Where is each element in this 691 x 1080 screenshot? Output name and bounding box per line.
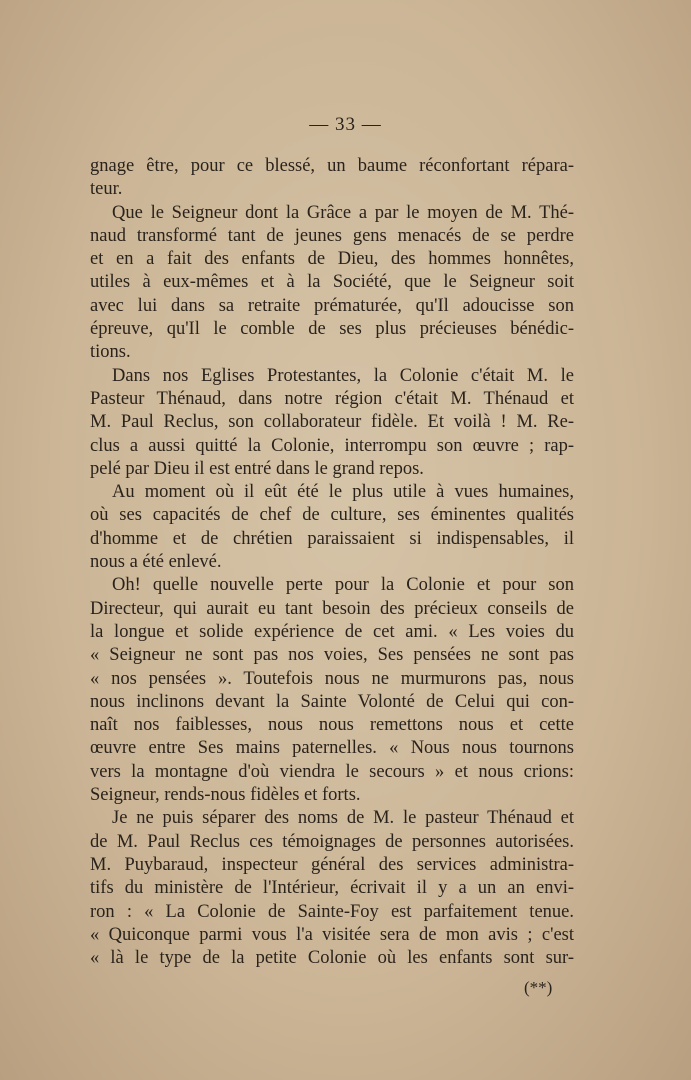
body-text [90,155,574,970]
text-line: nous a été enlevé. [90,552,222,573]
text-line: épreuve, qu'Il le comble de ses plus précieuses bénédic- [90,319,574,340]
text-line: utiles à eux-mêmes et à la Société, que le Seigneur soit [90,272,574,293]
text-line: nous inclinons devant la Sainte Volonté de Celui qui con- [90,691,574,712]
text-line: naît nos faiblesses, nous nous remettons nous et cette [90,715,574,736]
text-line: Oh! quelle nouvelle perte pour la Colonie et pour son [112,575,574,596]
text-line: « là le type de la petite Colonie où les enfants sont sur- [90,948,574,969]
text-line: Dans nos Eglises Protestantes, la Colonie c'était M. le [112,365,574,386]
text-line: Pasteur Thénaud, dans notre région c'était M. Thénaud et [90,388,574,409]
text-line: où ses capacités de chef de culture, ses éminentes qualités [90,505,574,526]
text-line: ron : « La Colonie de Sainte-Foy est parfaitement tenue. [90,901,574,922]
text-line: Seigneur, rends-nous fidèles et forts. [90,785,361,806]
text-line: avec lui dans sa retraite prématurée, qu'Il adoucisse son [90,295,574,316]
text-line: vers la montagne d'où viendra le secours » et nous crions: [90,761,574,782]
text-line: la longue et solide expérience de cet ami. « Les voies du [90,621,574,642]
text-line: teur. [90,179,123,200]
text-line: et en a fait des enfants de Dieu, des hommes honnêtes, [90,249,574,270]
text-line: Que le Seigneur dont la Grâce a par le moyen de M. Thé- [112,202,574,223]
text-line: Je ne puis séparer des noms de M. le pasteur Thénaud et [112,808,574,829]
text-line: tifs du ministère de l'Intérieur, écrivait il y a un an envi- [90,878,574,899]
text-line: Au moment où il eût été le plus utile à vues humaines, [112,482,574,503]
text-line: naud transformé tant de jeunes gens menacés de se perdre [90,225,574,246]
text-line: tions. [90,342,131,363]
text-line: M. Puybaraud, inspecteur général des services administra- [90,854,574,875]
text-line: Directeur, qui aurait eu tant besoin des précieux conseils de [90,598,574,619]
text-line: « Seigneur ne sont pas nos voies, Ses pensées ne sont pas [90,645,574,666]
text-line: M. Paul Reclus, son collaborateur fidèle. Et voilà ! M. Re- [90,412,574,433]
text-line: de M. Paul Reclus ces témoignages de personnes autorisées. [90,831,574,852]
page-number: — 33 — [309,114,382,135]
text-line: œuvre entre Ses mains paternelles. « Nous nous tournons [90,738,574,759]
text-line: « nos pensées ». Toutefois nous ne murmurons pas, nous [90,668,574,689]
text-line: clus a aussi quitté la Colonie, interrompu son œuvre ; rap- [90,435,574,456]
text-line: d'homme et de chrétien paraissaient si indispensables, il [90,528,574,549]
signature-mark: (**) [524,978,553,997]
text-line: pelé par Dieu il est entré dans le grand repos. [90,458,424,479]
text-line: gnage être, pour ce blessé, un baume réconfortant répara- [90,156,574,176]
text-line: « Quiconque parmi vous l'a visitée sera de mon avis ; c'est [90,924,574,945]
